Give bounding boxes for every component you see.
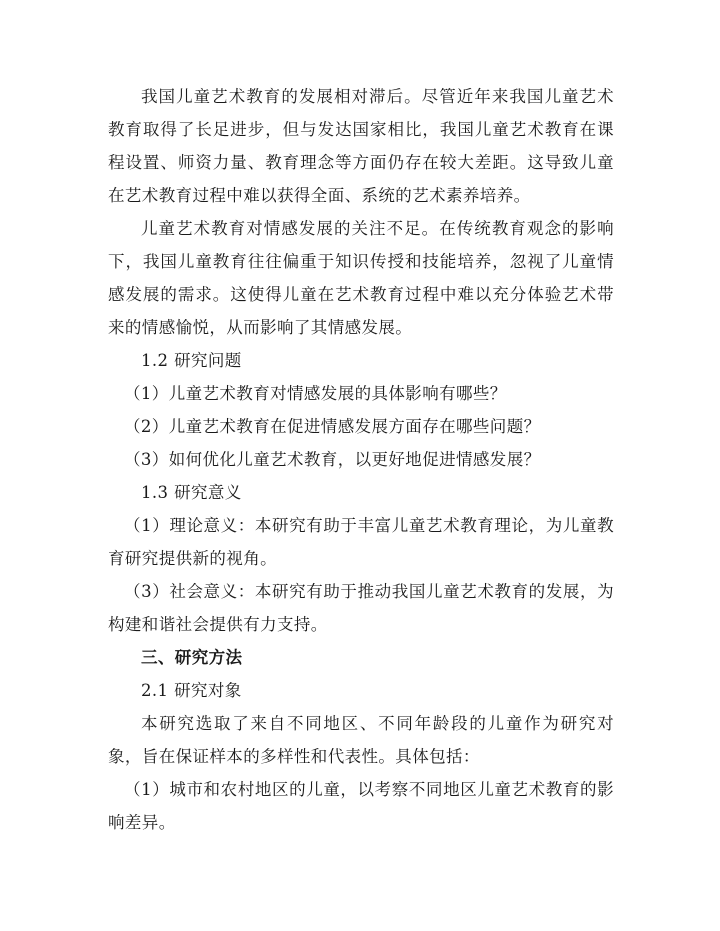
paragraph-emotion-neglect: 儿童艺术教育对情感发展的关注不足。在传统教育观念的影响下，我国儿童教育往往偏重于知识传授和技能培养，忽视了儿童情感发展的需求。这使得儿童在艺术教育过程中难以充分体验艺术带来的情感愉悦，从而影响了其情感发展。: [108, 219, 614, 337]
significance-theoretical: （1）理论意义：本研究有助于丰富儿童艺术教育理论，为儿童教育研究提供新的视角。: [108, 516, 614, 568]
research-question-2: （2）儿童艺术教育在促进情感发展方面存在哪些问题？: [124, 417, 541, 436]
paragraph-art-education-lag: 我国儿童艺术教育的发展相对滞后。尽管近年来我国儿童艺术教育取得了长足进步，但与发达国家相比，我国儿童艺术教育在课程设置、师资力量、教育理念等方面仍存在较大差距。这导致儿童在艺术教育过程中难以获得全面、系统的艺术素养培养。: [108, 87, 614, 205]
section-heading-research-questions: 1.2 研究问题: [141, 351, 242, 370]
section-heading-research-subjects: 2.1 研究对象: [141, 681, 242, 700]
section-heading-research-significance: 1.3 研究意义: [141, 483, 242, 502]
chapter-heading-research-methods: 三、研究方法: [141, 648, 243, 667]
significance-social: （3）社会意义：本研究有助于推动我国儿童艺术教育的发展，为构建和谐社会提供有力支持。: [108, 582, 614, 634]
research-question-1: （1）儿童艺术教育对情感发展的具体影响有哪些？: [124, 384, 507, 403]
research-question-3: （3）如何优化儿童艺术教育，以更好地促进情感发展？: [124, 450, 541, 469]
document-page: [108, 80, 614, 839]
subject-item-1: （1）城市和农村地区的儿童，以考察不同地区儿童艺术教育的影响差异。: [108, 780, 614, 832]
paragraph-research-subjects: 本研究选取了来自不同地区、不同年龄段的儿童作为研究对象，旨在保证样本的多样性和代表性。具体包括：: [108, 714, 614, 766]
